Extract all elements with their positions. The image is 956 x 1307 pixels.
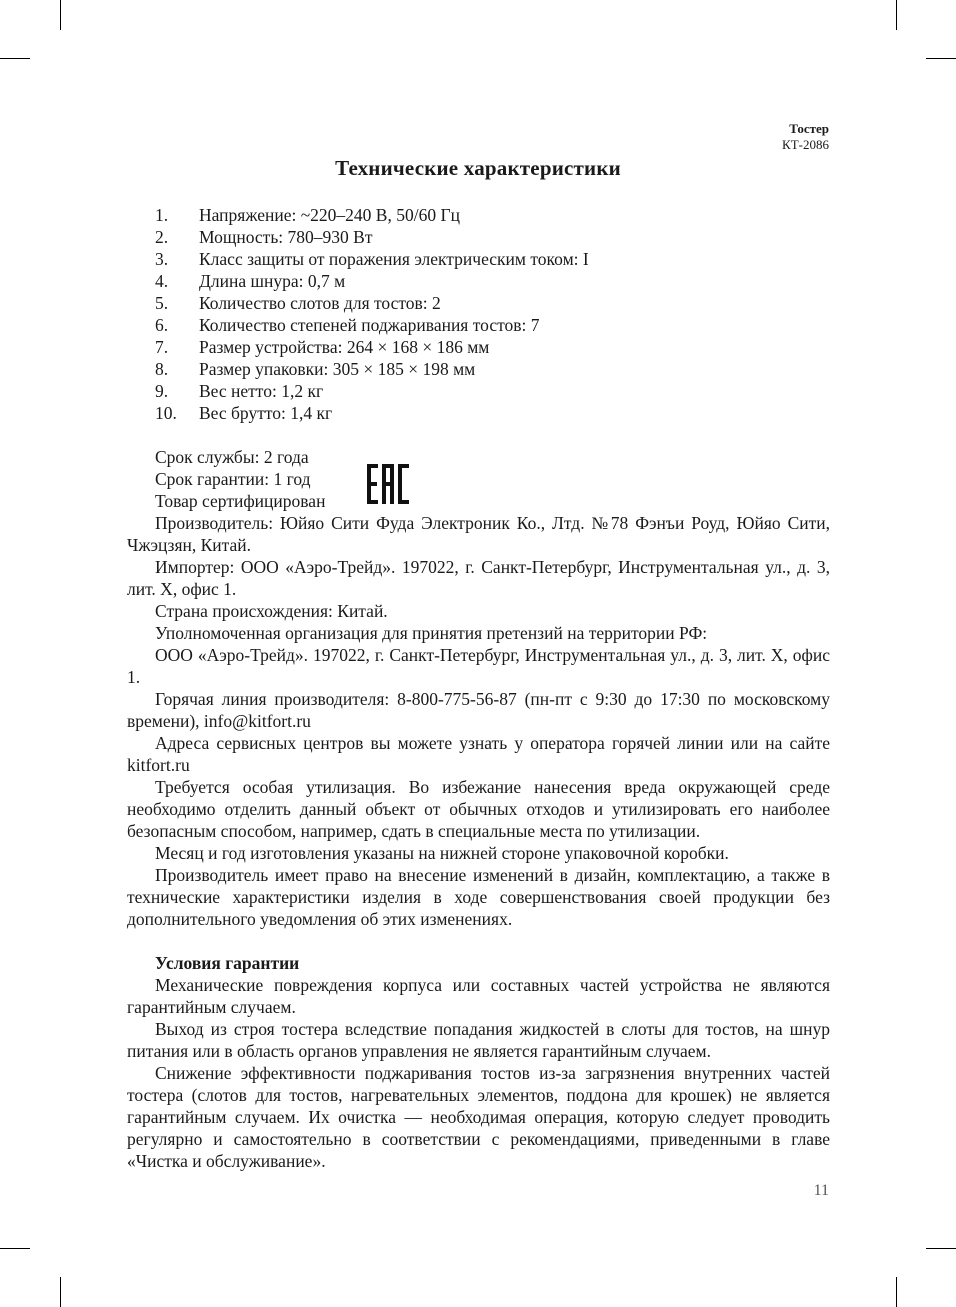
- spec-item: [155, 358, 589, 380]
- spec-list: [155, 204, 589, 424]
- spec-item: [155, 292, 589, 314]
- crop-mark: [0, 58, 30, 59]
- spec-text: Вес брутто: 1,4 кг: [199, 403, 333, 423]
- spec-number: 1.: [155, 205, 169, 225]
- warranty-paragraph: Механические повреждения корпуса или составных частей устройства не являются гарантийным случаем.: [127, 975, 830, 1017]
- warranty-paragraph: Снижение эффективности поджаривания тостов из-за загрязнения внутренних частей тостера (слотов для тостов, нагревательных элементов, поддона для крошек) не является гарантийным случаем. Их очистка — необходимая операция, которую следует проводить регулярно и самостоятельно в соответствии с рекомендациями, приведенными в главе «Чистка и обслуживание».: [127, 1063, 830, 1171]
- eac-mark-icon: [367, 464, 409, 504]
- spec-text: Длина шнура: 0,7 м: [199, 271, 346, 291]
- spec-text: Вес нетто: 1,2 кг: [199, 381, 324, 401]
- spec-text: Класс защиты от поражения электрическим током: I: [199, 249, 589, 269]
- warranty-period: Срок гарантии: 1 год: [155, 469, 311, 489]
- spec-text: Размер устройства: 264 × 168 × 186 мм: [199, 337, 490, 357]
- spec-item: [155, 336, 589, 358]
- crop-mark: [896, 1277, 897, 1307]
- spec-text: Количество степеней поджаривания тостов: 7: [199, 315, 540, 335]
- spec-text: Мощность: 780–930 Вт: [199, 227, 373, 247]
- spec-number: 4.: [155, 271, 169, 291]
- manufacturer-info: Производитель: Юйяо Сити Фуда Электроник Ко., Лтд. №78 Фэнъи Роуд, Юйяо Сити, Чжэцзян, Китай.: [127, 513, 830, 555]
- spec-number: 3.: [155, 249, 169, 269]
- manufacture-date-info: Месяц и год изготовления указаны на нижней стороне упаковочной коробки.: [155, 843, 729, 863]
- page-number: 11: [813, 1182, 829, 1199]
- spec-number: 6.: [155, 315, 169, 335]
- crop-mark: [0, 1248, 30, 1249]
- spec-item: [155, 380, 589, 402]
- spec-number: 5.: [155, 293, 169, 313]
- claims-org: ООО «Аэро-Трейд». 197022, г. Санкт-Петербург, Инструментальная ул., д. 3, лит. Х, офис 1.: [127, 645, 830, 687]
- hotline-info: Горячая линия производителя: 8-800-775-56-87 (пн-пт с 9:30 до 17:30 по московскому времени), info@kitfort.ru: [127, 689, 830, 731]
- header-product: Тостер: [789, 121, 829, 136]
- origin-country: Страна происхождения: Китай.: [155, 601, 388, 621]
- changes-info: Производитель имеет право на внесение изменений в дизайн, комплектацию, а также в технические характеристики изделия в ходе совершенствования своей продукции без дополнительного уведомления об этих изменениях.: [127, 865, 830, 929]
- crop-mark: [60, 1277, 61, 1307]
- spec-text: Напряжение: ~220–240 В, 50/60 Гц: [199, 205, 460, 225]
- spec-item: [155, 402, 589, 424]
- spec-number: 8.: [155, 359, 169, 379]
- page-header: [782, 121, 829, 153]
- spec-item: [155, 314, 589, 336]
- spec-item: [155, 226, 589, 248]
- warranty-paragraph: Выход из строя тостера вследствие попадания жидкостей в слоты для тостов, на шнур питания или в область органов управления не является гарантийным случаем.: [127, 1019, 830, 1061]
- spec-item: [155, 204, 589, 226]
- warranty-section-title: Условия гарантии: [155, 953, 300, 973]
- spec-number: 9.: [155, 381, 169, 401]
- spec-item: [155, 270, 589, 292]
- certification-block: [127, 446, 830, 512]
- certified-note: Товар сертифицирован: [155, 491, 326, 511]
- spec-number: 7.: [155, 337, 169, 357]
- claims-org-label: Уполномоченная организация для принятия претензий на территории РФ:: [155, 623, 708, 643]
- crop-mark: [60, 0, 61, 30]
- crop-mark: [926, 58, 956, 59]
- spec-text: Размер упаковки: 305 × 185 × 198 мм: [199, 359, 476, 379]
- spec-number: 2.: [155, 227, 169, 247]
- service-life: Срок службы: 2 года: [155, 447, 309, 467]
- page-title: Технические характеристики: [335, 156, 621, 180]
- header-model: КТ-2086: [782, 137, 829, 152]
- crop-mark: [926, 1248, 956, 1249]
- importer-info: Импортер: ООО «Аэро-Трейд». 197022, г. Санкт-Петербург, Инструментальная ул., д. 3, лит. Х, офис 1.: [127, 557, 830, 599]
- service-centers-info: Адреса сервисных центров вы можете узнать у оператора горячей линии или на сайте kitfort.ru: [127, 733, 830, 775]
- disposal-info: Требуется особая утилизация. Во избежание нанесения вреда окружающей среде необходимо отделить данный объект от обычных отходов и утилизировать его наиболее безопасным способом, например, сдать в специальные места по утилизации.: [127, 777, 830, 841]
- spec-number: 10.: [155, 403, 177, 423]
- spec-text: Количество слотов для тостов: 2: [199, 293, 441, 313]
- body-text: [127, 446, 830, 1172]
- spec-item: [155, 248, 589, 270]
- crop-mark: [896, 0, 897, 30]
